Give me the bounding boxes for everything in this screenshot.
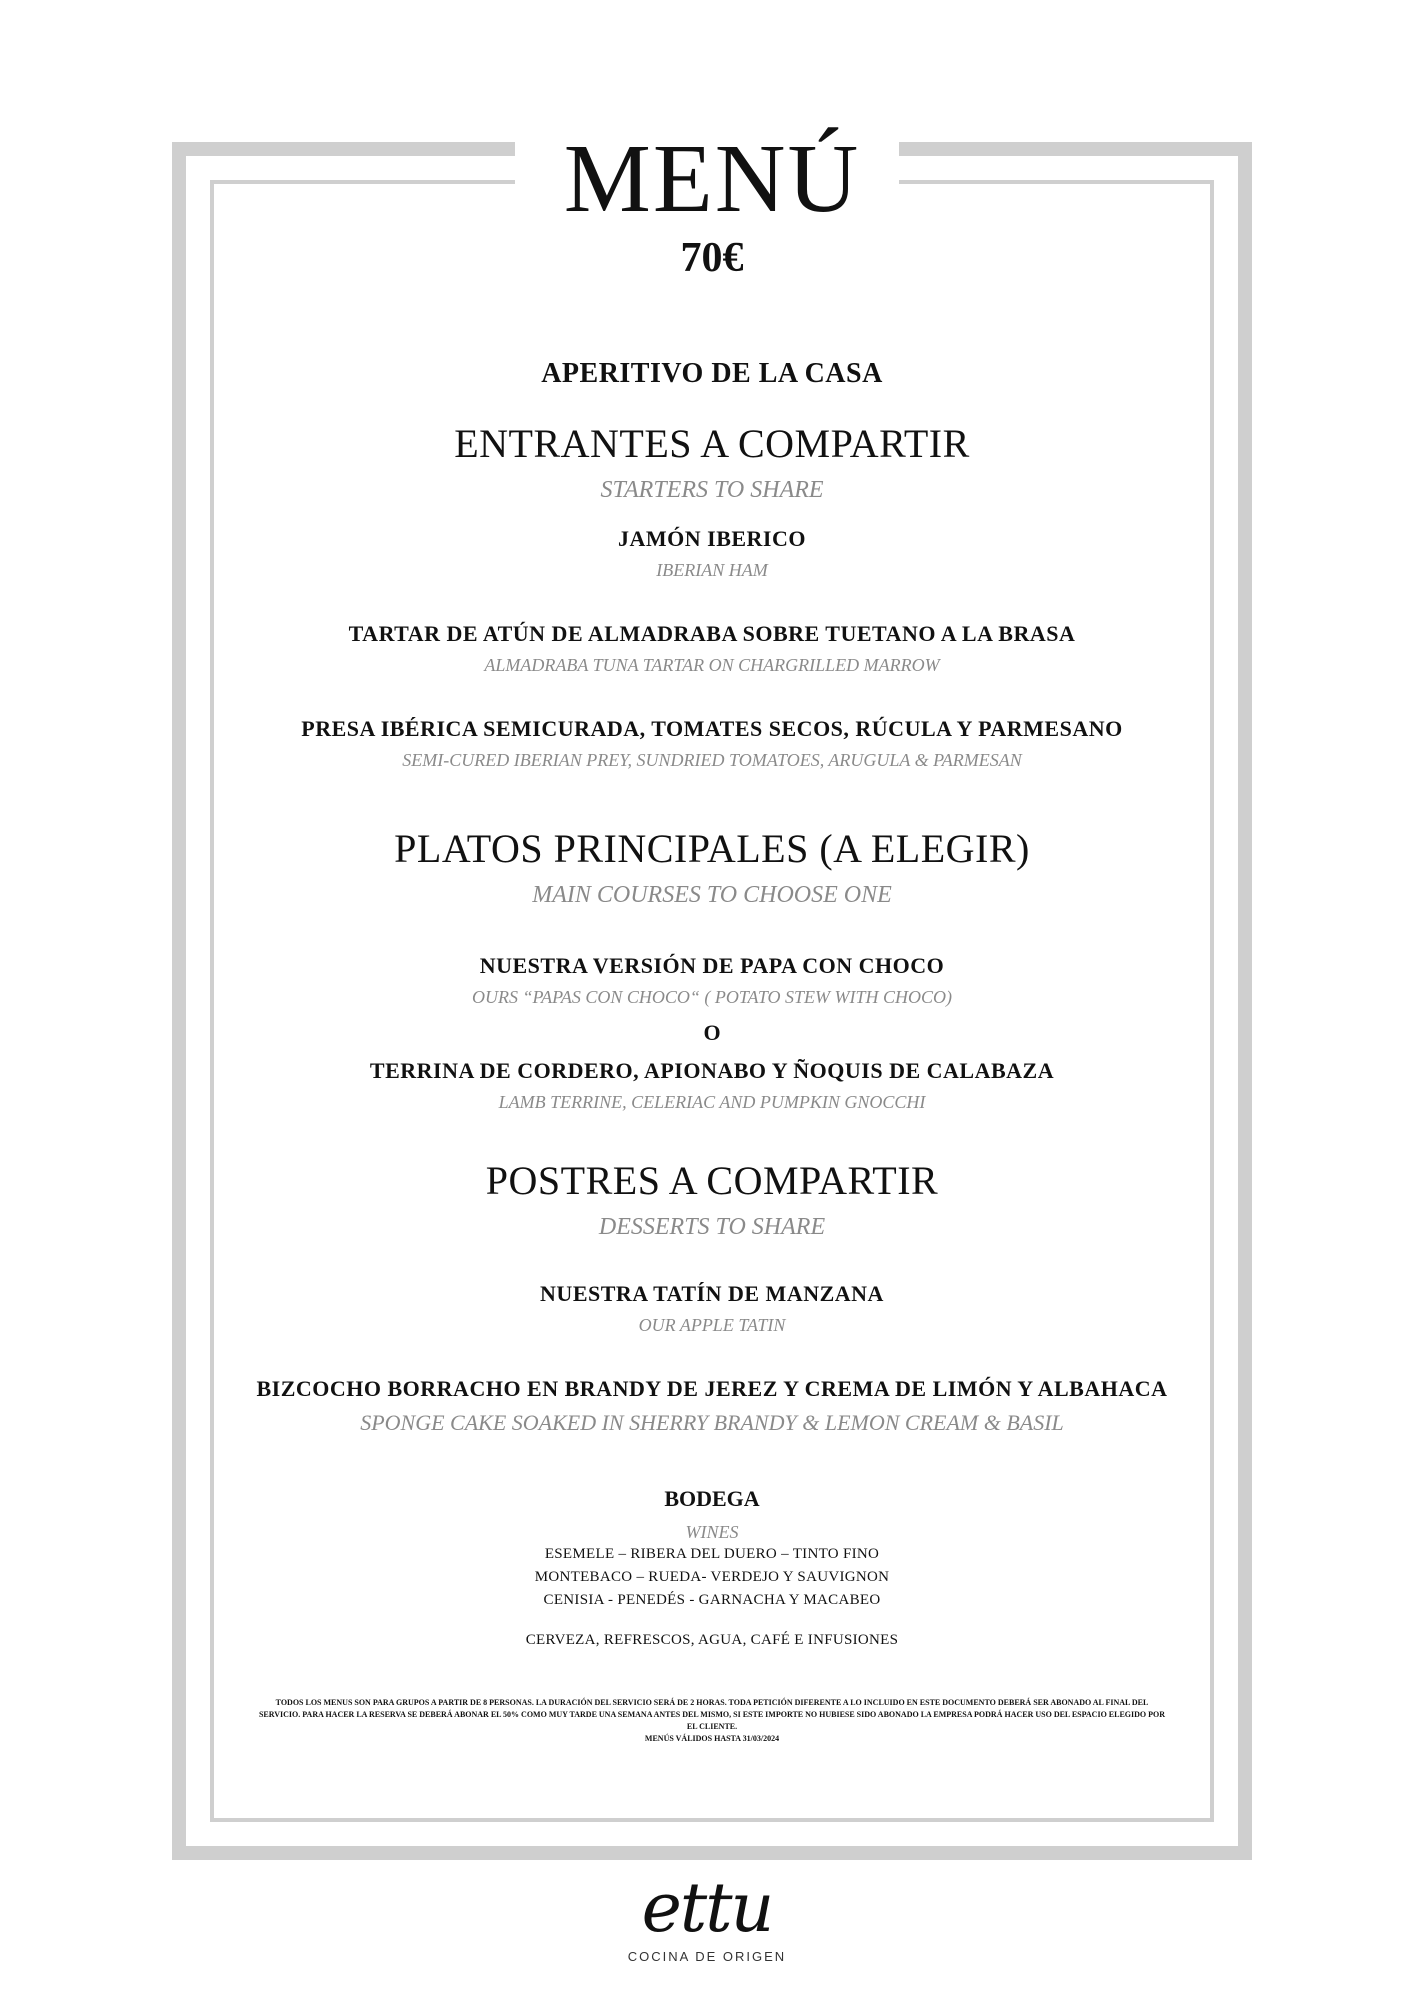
dish	[214, 1376, 1210, 1436]
section-title: PLATOS PRINCIPALES (A ELEGIR)	[394, 826, 1030, 871]
wine-item: MONTEBACO – RUEDA- VERDEJO Y SAUVIGNON	[534, 1569, 890, 1585]
dish-name: BIZCOCHO BORRACHO EN BRANDY DE JEREZ Y CREMA DE LIMÓN Y ALBAHACA	[256, 1376, 1168, 1401]
validity-text: MENÚS VÁLIDOS HASTA 31/03/2024	[644, 1734, 780, 1743]
aperitivo: APERITIVO DE LA CASA	[541, 358, 883, 389]
dish-translation: LAMB TERRINE, CELERIAC AND PUMPKIN GNOCCHI	[498, 1092, 926, 1112]
dish-name: JAMÓN IBERICO	[617, 526, 806, 551]
section-entrantes	[214, 420, 1210, 771]
section-title: ENTRANTES A COMPARTIR	[454, 421, 970, 466]
dish-name: TARTAR DE ATÚN DE ALMADRABA SOBRE TUETANO A LA BRASA	[348, 621, 1076, 646]
dish-translation: OURS “PAPAS CON CHOCO“ ( POTATO STEW WITH CHOCO)	[471, 987, 953, 1007]
drinks-included: CERVEZA, REFRESCOS, AGUA, CAFÉ E INFUSIONES	[525, 1632, 899, 1648]
section-title: POSTRES A COMPARTIR	[485, 1158, 939, 1203]
dish	[214, 716, 1210, 771]
dish	[214, 1281, 1210, 1336]
section-principales	[214, 825, 1210, 1113]
dish-name: NUESTRA TATÍN DE MANZANA	[540, 1281, 884, 1306]
section-subtitle: MAIN COURSES TO CHOOSE ONE	[532, 882, 892, 908]
dish-name: NUESTRA VERSIÓN DE PAPA CON CHOCO	[479, 953, 945, 978]
dish-name: TERRINA DE CORDERO, APIONABO Y ÑOQUIS DE CALABAZA	[369, 1058, 1055, 1083]
terms-note	[257, 1697, 1167, 1745]
wine-item: ESEMELE – RIBERA DEL DUERO – TINTO FINO	[544, 1546, 880, 1562]
brand-logo	[607, 1869, 807, 1964]
dish-translation: SPONGE CAKE SOAKED IN SHERRY BRANDY & LEMON CREAM & BASIL	[360, 1410, 1064, 1435]
dish	[214, 953, 1210, 1008]
menu-content	[214, 120, 1210, 1745]
dish-name: PRESA IBÉRICA SEMICURADA, TOMATES SECOS, RÚCULA Y PARMESANO	[301, 716, 1123, 741]
dish-translation: IBERIAN HAM	[656, 560, 768, 580]
section-subtitle: STARTERS TO SHARE	[600, 477, 824, 503]
bodega-subtitle: WINES	[685, 1522, 739, 1542]
menu-title: MENÚ	[563, 125, 861, 233]
dish	[214, 1058, 1210, 1113]
bodega-title: BODEGA	[664, 1486, 760, 1511]
dish-translation: OUR APPLE TATIN	[638, 1315, 786, 1335]
dish	[214, 526, 1210, 581]
dish	[214, 621, 1210, 676]
logo-tagline: COCINA DE ORIGEN	[627, 1949, 787, 1964]
dish-translation: ALMADRABA TUNA TARTAR ON CHARGRILLED MARROW	[484, 655, 940, 675]
wine-item: CENISIA - PENEDÉS - GARNACHA Y MACABEO	[543, 1592, 881, 1608]
or-separator: O	[703, 1020, 721, 1045]
logo-wordmark: ettu	[641, 1869, 773, 1948]
section-postres	[214, 1157, 1210, 1436]
menu-price: 70€	[680, 235, 744, 281]
dish-translation: SEMI-CURED IBERIAN PREY, SUNDRIED TOMATOES, ARUGULA & PARMESAN	[402, 750, 1022, 770]
section-subtitle: DESSERTS TO SHARE	[598, 1214, 826, 1240]
terms-text: TODOS LOS MENUS SON PARA GRUPOS A PARTIR DE 8 PERSONAS. LA DURACIÓN DEL SERVICIO SERÁ DE 2 HORAS. TODA PETICIÓN DIFERENTE A LO INCLUIDO EN ESTE DOCUMENTO DEBERÁ SER ABONADO AL FINAL DEL SERVICIO. PARA HACER LA RESERVA SE DEBERÁ ABONAR EL 50% COMO MUY TARDE UNA SEMANA ANTES DEL MISMO, SI ESTE IMPORTE NO HUBIESE SIDO ABONADO LA EMPRESA PODRÁ HACER USO DEL ESPACIO ELEGIDO POR EL CLIENTE.	[258, 1698, 1166, 1731]
section-bodega	[214, 1486, 1210, 1649]
